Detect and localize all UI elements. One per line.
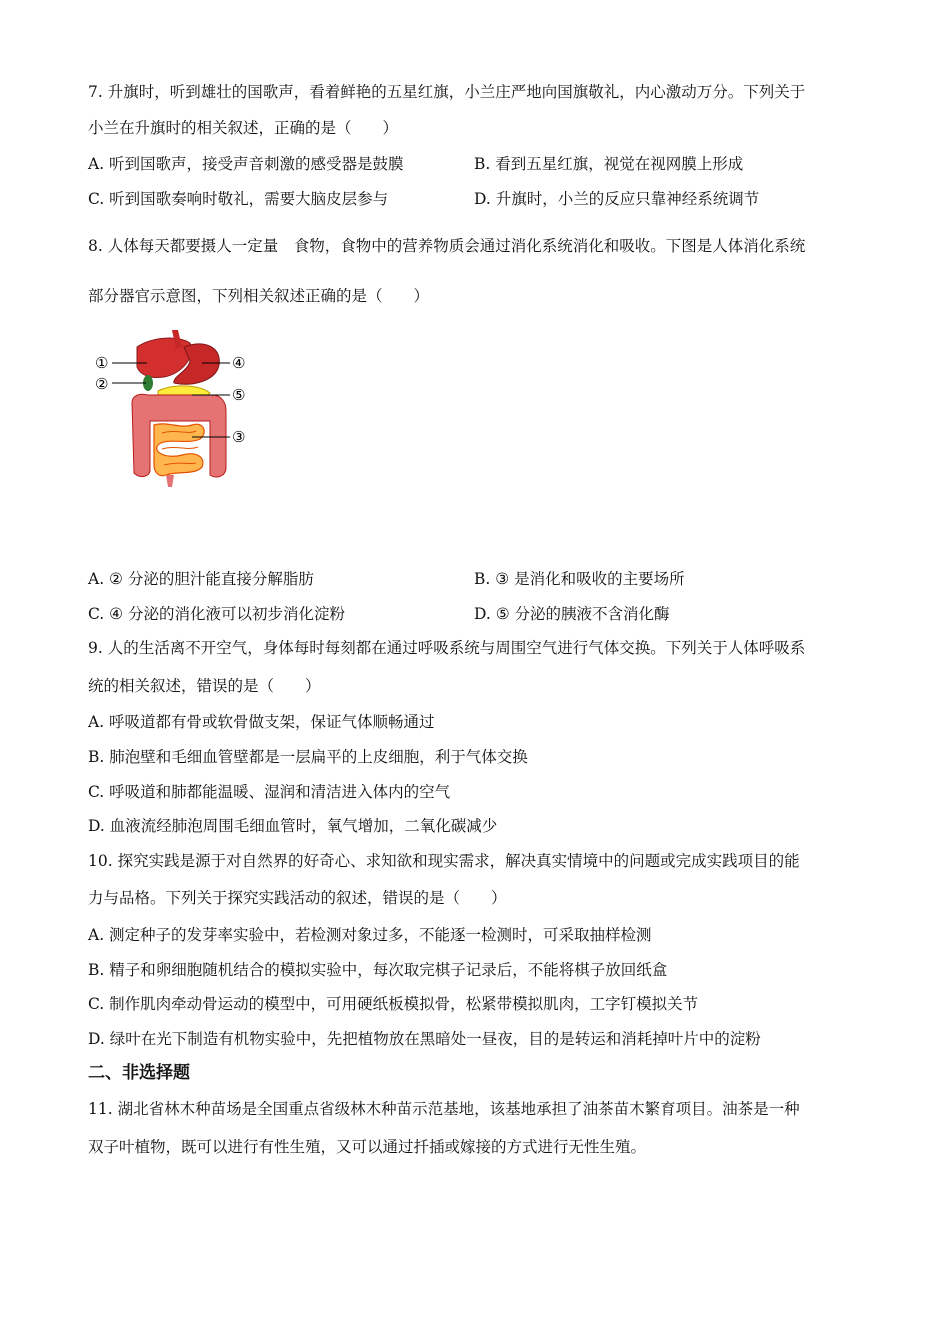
q9-stem-line2: 统的相关叙述，错误的是（ ） (88, 677, 321, 695)
q10-stem-line2: 力与品格。下列关于探究实践活动的叙述，错误的是（ ） (88, 889, 507, 907)
figure-label-4: ④ (232, 354, 246, 372)
q10-option-b: B. 精子和卵细胞随机结合的模拟实验中，每次取完棋子记录后，不能将棋子放回纸盒 (88, 961, 668, 979)
rectum-shape (166, 475, 174, 487)
q8-option-b: B. ③ 是消化和吸收的主要场所 (474, 570, 685, 588)
q8-option-c: C. ④ 分泌的消化液可以初步消化淀粉 (88, 605, 345, 623)
q11-stem-line2: 双子叶植物，既可以进行有性生殖，又可以通过扦插或嫁接的方式进行无性生殖。 (88, 1138, 647, 1156)
q9-option-c: C. 呼吸道和肺都能温暖、湿润和清洁进入体内的空气 (88, 783, 451, 801)
figure-label-1: ① (95, 354, 109, 372)
figure-label-5: ⑤ (232, 386, 246, 404)
figure-label-2: ② (95, 375, 109, 393)
digestive-system-figure (92, 325, 267, 495)
q7-stem-line2: 小兰在升旗时的相关叙述，正确的是（ ） (88, 119, 399, 137)
q11-stem-line1: 11. 湖北省林木种苗场是全国重点省级林木种苗示范基地，该基地承担了油茶苗木繁育项目。油茶是一种 (88, 1100, 800, 1118)
figure-label-3: ③ (232, 428, 246, 446)
q10-option-a: A. 测定种子的发芽率实验中，若检测对象过多，不能逐一检测时，可采取抽样检测 (88, 926, 652, 944)
q9-option-b: B. 肺泡壁和毛细血管壁都是一层扁平的上皮细胞，利于气体交换 (88, 748, 528, 766)
q7-option-a: A. 听到国歌声，接受声音刺激的感受器是鼓膜 (88, 155, 404, 173)
q10-option-c: C. 制作肌肉牵动骨运动的模型中，可用硬纸板模拟骨，松紧带模拟肌肉，工字钉模拟关节 (88, 995, 699, 1013)
q7-stem-line1: 7. 升旗时，听到雄壮的国歌声，看着鲜艳的五星红旗，小兰庄严地向国旗敬礼，内心激动万分。下列关于 (88, 83, 806, 101)
q8-stem-line2: 部分器官示意图，下列相关叙述正确的是（ ） (88, 287, 430, 305)
q7-option-c: C. 听到国歌奏响时敬礼，需要大脑皮层参与 (88, 190, 389, 208)
q7-option-b: B. 看到五星红旗，视觉在视网膜上形成 (474, 155, 744, 173)
q10-stem-line1: 10. 探究实践是源于对自然界的好奇心、求知欲和现实需求，解决真实情境中的问题或完成实践项目的能 (88, 852, 800, 870)
section-heading: 二、非选择题 (88, 1063, 190, 1083)
q7-option-d: D. 升旗时，小兰的反应只靠神经系统调节 (474, 190, 760, 208)
q8-option-a: A. ② 分泌的胆汁能直接分解脂肪 (88, 570, 314, 588)
q9-option-a: A. 呼吸道都有骨或软骨做支架，保证气体顺畅通过 (88, 713, 435, 731)
q10-option-d: D. 绿叶在光下制造有机物实验中，先把植物放在黑暗处一昼夜，目的是转运和消耗掉叶片中的淀粉 (88, 1030, 761, 1048)
q9-option-d: D. 血液流经肺泡周围毛细血管时，氧气增加，二氧化碳减少 (88, 817, 498, 835)
q9-stem-line1: 9. 人的生活离不开空气，身体每时每刻都在通过呼吸系统与周围空气进行气体交换。下列关于人体呼吸系 (88, 639, 806, 657)
q8-stem-line1: 8. 人体每天都要摄人一定量 食物，食物中的营养物质会通过消化系统消化和吸收。下图是人体消化系统 (88, 237, 806, 255)
q8-option-d: D. ⑤ 分泌的胰液不含消化酶 (474, 605, 670, 623)
